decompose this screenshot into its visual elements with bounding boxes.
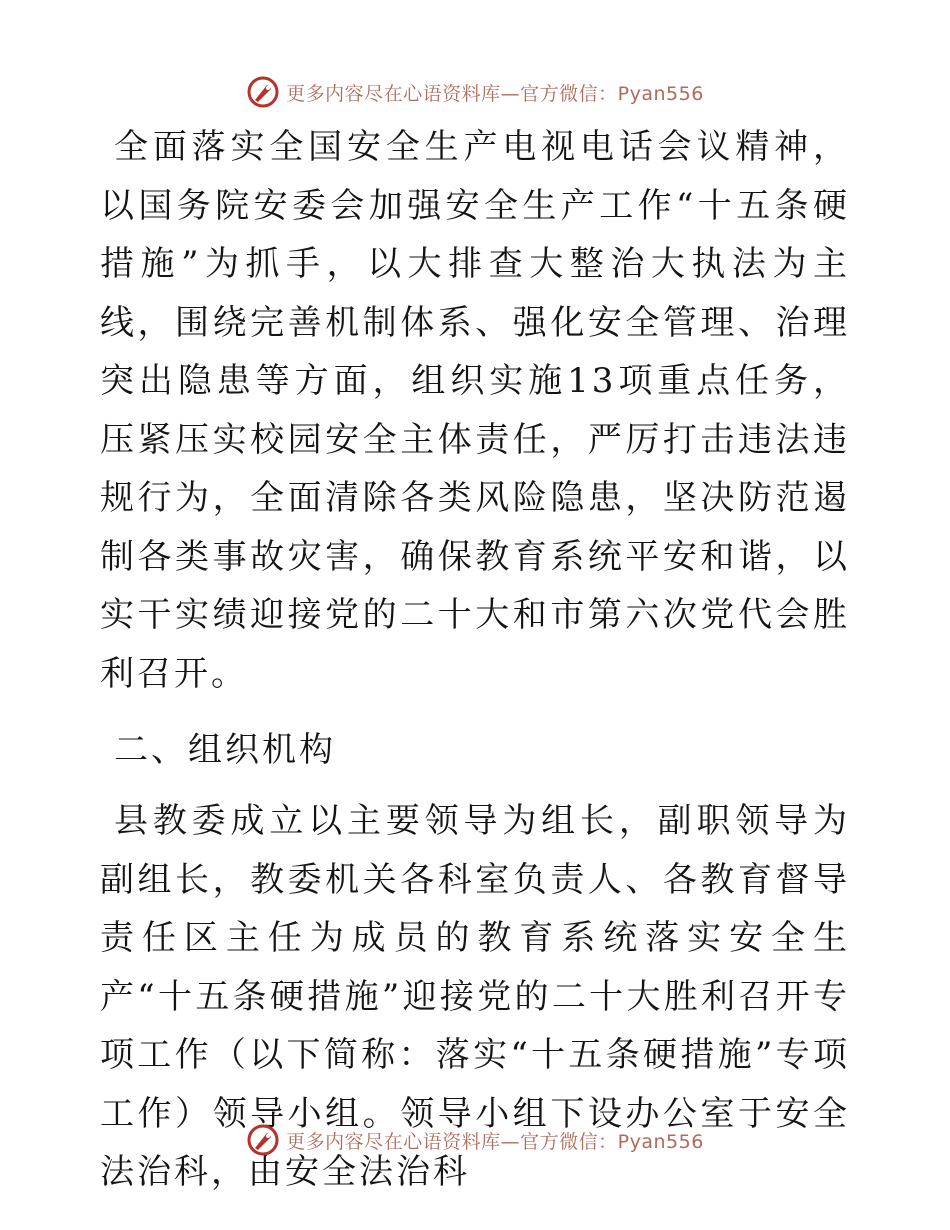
watermark-text: 更多内容尽在心语资料库—官方微信：Pyan556 (286, 82, 704, 105)
section-heading-2: 二、组织机构 (114, 730, 336, 770)
paragraph-1: 全面落实全国安全生产电视电话会议精神，以国务院安委会加强安全生产工作“十五条硬措施”为抓手，以大排查大整治大执法为主线，围绕完善机制体系、强化安全管理、治理突出隐患等方面，组织实施13项重点任务，压紧压实校园安全主体责任，严厉打击违法违规行为，全面清除各类风险隐患，坚决防范遏制各类事故灾害，确保教育系统平安和谐，以实干实绩迎接党的二十大和市第六次党代会胜利召开。 (100, 127, 850, 694)
paragraph-2: 县教委成立以主要领导为组长，副职领导为副组长，教委机关各科室负责人、各教育督导责任区主任为成员的教育系统落实安全生产“十五条硬措施”迎接党的二十大胜利召开专项工作（以下简称：落实“十五条硬措施”专项工作）领导小组。领导小组下设办公室于安全法治科，由安全法治科 (100, 801, 850, 1192)
watermark-text: 更多内容尽在心语资料库—官方微信：Pyan556 (286, 1130, 704, 1153)
watermark-header (0, 72, 950, 112)
pen-nib-logo-icon (246, 75, 280, 109)
watermark-footer (0, 1120, 950, 1160)
pen-nib-logo-icon (246, 1123, 280, 1157)
